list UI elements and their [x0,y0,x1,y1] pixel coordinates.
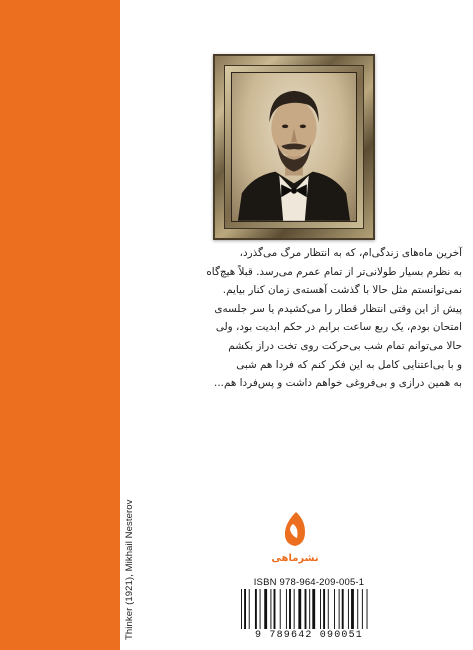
barcode-bar [328,589,329,629]
excerpt-line: نمی‌توانستم مثل حالا با گذشت آهسته‌ی زمان کنار بیایم. [222,284,462,297]
barcode-bar [244,589,246,629]
painting-credit: Thinker (1921), Mikhail Nesterov [124,499,135,640]
barcode-bar [255,589,257,629]
excerpt-line: امتحان بودم، یک ربع ساعت برایم در حکم ابدیت بود، ولی [215,321,462,334]
barcode-bar [362,589,363,629]
barcode-bar [334,589,335,629]
barcode-bar [274,589,276,629]
excerpt-line: آخرین ماه‌های زندگی‌ام، که به انتظار مرگ می‌گذرد، [239,247,462,259]
barcode-bar [312,589,315,629]
barcode-bar [289,589,291,629]
barcode-bar [270,589,271,629]
isbn-label: ISBN 978-964-209-005-1 [253,577,365,588]
portrait-icon [232,73,356,221]
barcode-bar [264,589,267,629]
barcode-bar [305,589,307,629]
excerpt-line: و با بی‌اعتنایی کامل به این فکر کنم که فردا هم شبی [236,358,462,371]
barcode [239,589,379,629]
barcode-bar [367,589,368,629]
portrait-frame [213,54,375,240]
barcode-icon [239,589,379,629]
barcode-bar [320,589,321,629]
barcode-bar [351,589,354,629]
barcode-bar [286,589,287,629]
barcode-bar [348,589,349,629]
barcode-bar [298,589,301,629]
barcode-digits: 9 789642 090051 [254,630,363,641]
excerpt-line: به نظرم بسیار طولانی‌تر از تمام عمرم می‌رسد. قبلاً هیچ‌گاه [206,265,462,278]
publisher-logo [271,510,319,566]
orange-spine-band [0,0,120,650]
barcode-bar [249,589,250,629]
svg-text:نشرماهی: نشرماهی [271,553,319,564]
barcode-bar [309,589,310,629]
book-excerpt [138,244,462,393]
barcode-bar [323,589,325,629]
fish-logo-icon [271,510,319,566]
barcode-bar [342,589,344,629]
excerpt-line: پیش از این وقتی انتظار قطار را می‌کشیدم یا سر جلسه‌ی [214,302,462,315]
barcode-bar [280,589,281,629]
barcode-bar [339,589,340,629]
barcode-bar [241,589,242,629]
portrait-photo [231,72,357,222]
excerpt-line: حالا می‌توانم تمام شب بی‌حرکت روی تخت دراز بکشم [228,339,462,352]
barcode-bar [260,589,261,629]
barcode-bar [294,589,295,629]
excerpt-line: به همین درازی و بی‌فروغی خواهم داشت و پس‌فردا هم... [214,377,462,390]
barcode-bar [357,589,358,629]
